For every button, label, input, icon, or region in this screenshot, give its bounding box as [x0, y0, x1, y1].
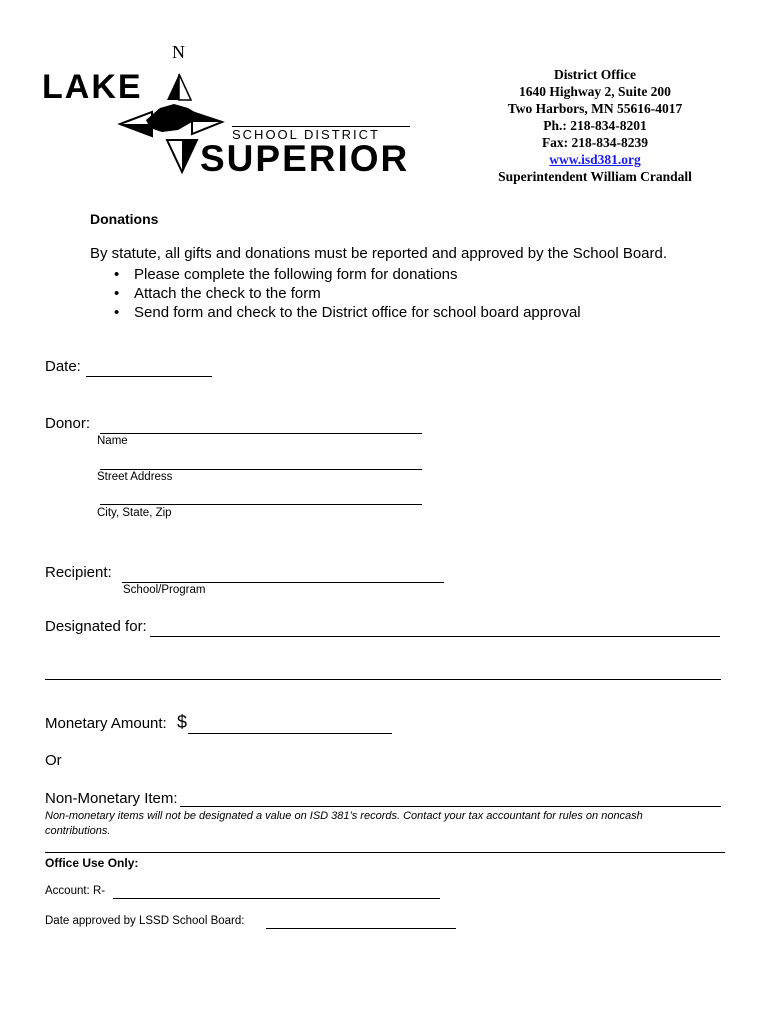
office-fax: Fax: 218-834-8239	[541, 135, 649, 150]
account-field[interactable]	[113, 886, 440, 899]
recipient-field[interactable]	[122, 566, 444, 583]
logo-superior: SUPERIOR	[200, 138, 410, 179]
list-item: • Send form and check to the District office for school board approval	[110, 303, 581, 322]
list-item: • Please complete the following form for donations	[110, 265, 581, 284]
office-use-title: Office Use Only:	[45, 856, 139, 870]
superintendent: Superintendent William Crandall	[498, 169, 692, 184]
logo-lake: LAKE	[42, 68, 143, 106]
account-label: Account: R-	[45, 885, 106, 897]
city-caption: City, State, Zip	[97, 507, 172, 519]
donor-label: Donor:	[45, 415, 91, 432]
street-caption: Street Address	[97, 471, 173, 483]
monetary-label: Monetary Amount:	[45, 715, 167, 732]
monetary-amount-field[interactable]	[188, 717, 392, 734]
designated-field-line-2[interactable]	[45, 663, 721, 680]
donor-street-field[interactable]	[100, 453, 422, 470]
date-label: Date:	[45, 358, 81, 375]
office-name: District Office	[553, 67, 637, 82]
north-letter: N	[172, 42, 185, 62]
date-field[interactable]	[86, 360, 212, 377]
approved-label: Date approved by LSSD School Board:	[45, 915, 245, 927]
or-text: Or	[45, 752, 62, 769]
nonmonetary-label: Non-Monetary Item:	[45, 790, 178, 807]
district-logo	[42, 42, 412, 182]
school-caption: School/Program	[123, 584, 206, 596]
section-title: Donations	[90, 211, 159, 227]
divider	[45, 852, 725, 853]
name-caption: Name	[97, 435, 128, 447]
nonmonetary-note: Non-monetary items will not be designated a value on ISD 381’s records. Contact your tax accountant for rules on noncash contributions.	[45, 810, 643, 837]
office-phone: Ph.: 218-834-8201	[543, 118, 647, 133]
donor-city-field[interactable]	[100, 488, 422, 505]
office-city: Two Harbors, MN 55616-4017	[507, 101, 683, 116]
instructions-list	[110, 265, 581, 322]
approved-date-field[interactable]	[266, 916, 456, 929]
list-item: • Attach the check to the form	[110, 284, 581, 303]
website-link[interactable]: www.isd381.org	[549, 152, 641, 167]
district-address	[470, 66, 720, 185]
designated-label: Designated for:	[45, 618, 147, 635]
intro-text: By statute, all gifts and donations must be reported and approved by the School Board.	[90, 245, 668, 262]
donor-name-field[interactable]	[100, 417, 422, 434]
nonmonetary-field[interactable]	[180, 790, 721, 807]
recipient-label: Recipient:	[45, 564, 112, 581]
office-street: 1640 Highway 2, Suite 200	[519, 84, 671, 99]
designated-field[interactable]	[150, 620, 720, 637]
logo-school-district: SCHOOL DISTRICT	[232, 126, 410, 142]
dollar-sign: $	[177, 712, 188, 732]
